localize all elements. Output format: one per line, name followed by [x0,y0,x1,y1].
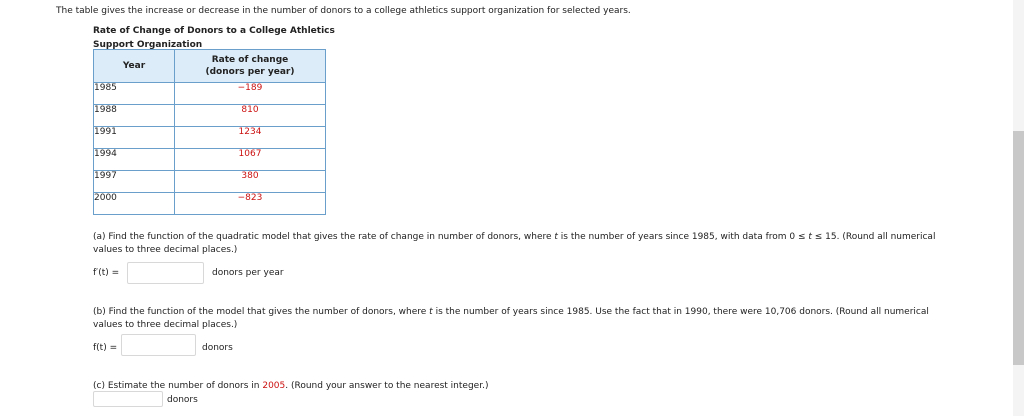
cell-rate: 810 [175,105,326,127]
part-b-var: t [429,307,433,317]
cell-year: 1994 [94,149,175,171]
part-b-line-2: values to three decimal places.) [93,320,238,330]
part-a-var: t [554,232,558,242]
cell-year: 1997 [94,171,175,193]
part-a-unit: donors per year [212,268,284,278]
part-a-question [93,231,935,257]
part-b-line-1 [93,306,929,319]
header-rate-line-1: Rate of change [211,55,289,65]
part-a-text-1: (a) Find the function of the quadratic model that gives the rate of change in number of donors, where [93,232,555,242]
part-a-line-1 [93,231,935,244]
header-year: Year [94,50,175,83]
table-caption [93,24,335,52]
scrollbar-thumb[interactable] [1013,131,1024,365]
part-a-text-2: is the number of years since 1985, with data from 0 ≤ [557,232,809,242]
intro-text: The table gives the increase or decrease in the number of donors to a college athletics support organization for selected years. [56,6,631,16]
header-rate-line-2: (donors per year) [205,67,295,77]
cell-rate: 1234 [175,127,326,149]
cell-year: 1988 [94,105,175,127]
cell-rate: 1067 [175,149,326,171]
part-c-unit: donors [167,395,198,405]
cell-rate: −189 [175,83,326,105]
cell-year: 2000 [94,193,175,215]
part-a-text-3: ≤ 15. (Round all numerical [811,232,936,242]
part-a-label: f′(t) = [93,268,120,278]
part-b-question [93,306,929,332]
part-c-answer-input[interactable] [93,391,163,407]
part-b-unit: donors [202,343,233,353]
caption-line-2: Support Organization [93,40,203,50]
cell-year: 1991 [94,127,175,149]
part-a-line-2: values to three decimal places.) [93,245,238,255]
table-row [94,105,326,127]
table-row [94,171,326,193]
part-b-text-2: is the number of years since 1985. Use the fact that in 1990, there were 10,706 donors. (Round all numerical [432,307,929,317]
table-row [94,127,326,149]
cell-year: 1985 [94,83,175,105]
part-b-answer-input[interactable] [121,334,196,356]
cell-rate: 380 [175,171,326,193]
part-c-text-1: (c) Estimate the number of donors in [93,381,263,391]
part-a-answer-input[interactable] [127,262,204,284]
part-b-label: f(t) = [93,343,118,353]
header-rate [175,50,326,83]
part-c-year: 2005 [262,381,286,391]
table-row [94,149,326,171]
part-a-var-2: t [808,232,812,242]
part-c-text-2: . (Round your answer to the nearest integer.) [285,381,489,391]
cell-rate: −823 [175,193,326,215]
caption-line-1: Rate of Change of Donors to a College Athletics [93,26,335,36]
part-b-text-1: (b) Find the function of the model that gives the number of donors, where [93,307,430,317]
table-row [94,193,326,215]
donor-rate-table [93,49,326,215]
table-row [94,83,326,105]
table-header-row [94,50,326,83]
